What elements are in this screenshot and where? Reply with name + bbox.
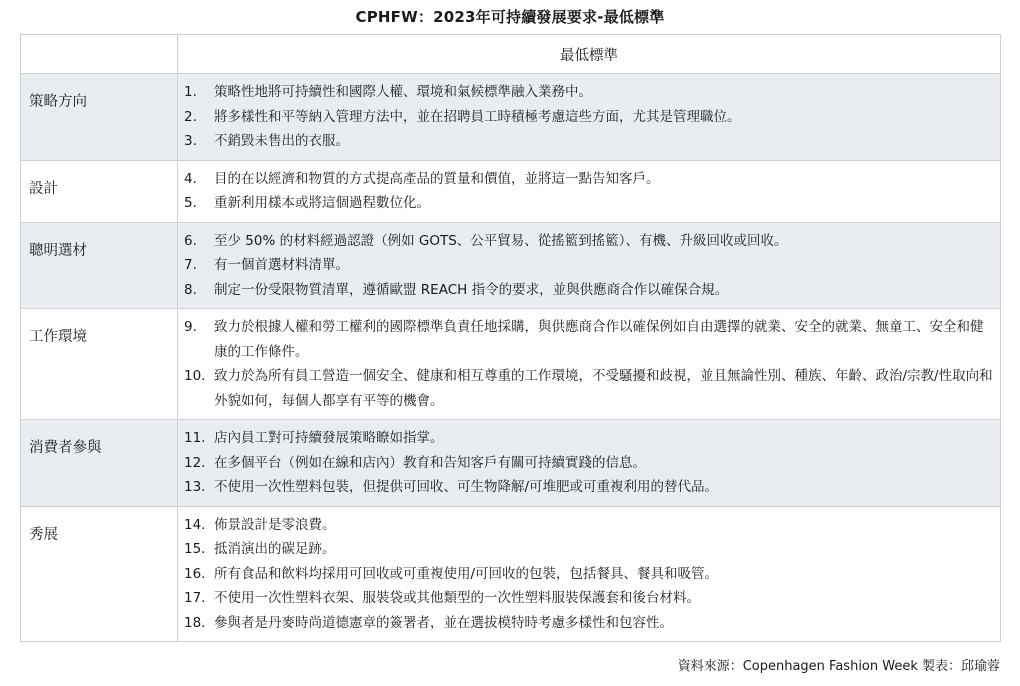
list-item [184, 426, 1000, 451]
list-item [184, 562, 1000, 587]
item-text: 有一個首選材料清單。 [214, 257, 349, 273]
item-number: 9. [184, 319, 197, 335]
header-category-cell [21, 35, 178, 74]
item-number: 2. [184, 108, 197, 125]
item-number: 1. [184, 84, 197, 100]
category-cell: 策略方向 [21, 74, 178, 161]
item-number: 14. [184, 516, 206, 533]
item-text: 不銷毀未售出的衣服。 [214, 133, 349, 149]
header-standard-cell: 最低標準 [178, 35, 1001, 74]
list-item [184, 278, 1000, 303]
standards-table [20, 34, 1001, 642]
item-text: 不使用一次性塑料包裝，但提供可回收、可生物降解/可堆肥或可重複利用的替代品。 [214, 479, 719, 495]
requirements-cell [178, 222, 1001, 309]
list-item [184, 611, 1000, 636]
item-number: 15. [184, 541, 206, 557]
requirements-cell [178, 506, 1001, 642]
item-number: 5. [184, 195, 197, 211]
item-text: 制定一份受限物質清單，遵循歐盟 REACH 指令的要求，並與供應商合作以確保合規。 [214, 281, 729, 298]
item-text: 策略性地將可持續性和國際人權、環境和氣候標準融入業務中。 [214, 84, 592, 100]
table-header-row [21, 35, 1001, 74]
item-text: 至少 50% 的材料經過認證（例如 GOTS、公平貿易、從搖籃到搖籃）、有機、升級回收或回收。 [214, 232, 788, 249]
list-item [184, 105, 1000, 130]
page-title: CPHFW：2023年可持續發展要求-最低標準 [355, 8, 665, 26]
table-row [21, 160, 1001, 222]
item-number: 7. [184, 257, 197, 273]
item-number: 3. [184, 133, 197, 149]
list-item [184, 475, 1000, 500]
list-item [184, 80, 1000, 105]
item-text: 不使用一次性塑料衣架、服裝袋或其他類型的一次性塑料服裝保護套和後台材料。 [214, 590, 700, 606]
item-text: 在多個平台（例如在線和店內）教育和告知客戶有關可持續實踐的信息。 [214, 454, 646, 471]
table-row [21, 222, 1001, 309]
list-item [184, 315, 1000, 364]
requirements-cell [178, 160, 1001, 222]
item-text: 佈景設計是零浪費。 [214, 516, 336, 533]
item-number: 13. [184, 479, 206, 495]
list-item [184, 129, 1000, 154]
category-cell: 秀展 [21, 506, 178, 642]
item-number: 18. [184, 614, 206, 631]
list-item [184, 586, 1000, 611]
item-text: 參與者是丹麥時尚道德憲章的簽署者，並在選拔模特時考慮多樣性和包容性。 [214, 614, 673, 631]
item-number: 8. [184, 281, 197, 298]
table-row [21, 506, 1001, 642]
table-row [21, 420, 1001, 507]
list-item [184, 229, 1000, 254]
item-text: 抵消演出的碳足跡。 [214, 541, 336, 557]
list-item [184, 537, 1000, 562]
item-number: 6. [184, 232, 197, 249]
item-text: 致力於根據人權和勞工權利的國際標準負責任地採購，與供應商合作以確保例如自由選擇的就業、安全的就業、無童工、安全和健康的工作條件。 [214, 319, 984, 360]
category-cell: 消費者參與 [21, 420, 178, 507]
item-number: 16. [184, 565, 206, 582]
item-text: 店內員工對可持續發展策略瞭如指掌。 [214, 430, 444, 446]
item-text: 重新利用樣本或將這個過程數位化。 [214, 195, 430, 211]
list-item [184, 191, 1000, 216]
requirements-cell [178, 309, 1001, 420]
category-cell: 設計 [21, 160, 178, 222]
list-item [184, 167, 1000, 192]
list-item [184, 364, 1000, 413]
table-row [21, 309, 1001, 420]
category-cell: 聰明選材 [21, 222, 178, 309]
requirements-cell [178, 420, 1001, 507]
category-cell: 工作環境 [21, 309, 178, 420]
item-number: 10. [184, 368, 206, 384]
list-item [184, 513, 1000, 538]
table-row [21, 74, 1001, 161]
item-text: 目的在以經濟和物質的方式提高產品的質量和價值，並將這一點告知客戶。 [214, 170, 660, 187]
item-number: 4. [184, 170, 197, 187]
requirements-cell [178, 74, 1001, 161]
item-number: 17. [184, 590, 206, 606]
item-number: 11. [184, 430, 206, 446]
source-credit: 資料來源：Copenhagen Fashion Week 製表：邱瑜蓉 [677, 659, 1000, 674]
list-item [184, 253, 1000, 278]
item-number: 12. [184, 454, 206, 471]
list-item [184, 451, 1000, 476]
item-text: 致力於為所有員工營造一個安全、健康和相互尊重的工作環境，不受騷擾和歧視，並且無論性別、種族、年齡、政治/宗教/性取向和外貌如何，每個人都享有平等的機會。 [214, 368, 993, 409]
item-text: 將多樣性和平等納入管理方法中，並在招聘員工時積極考慮這些方面，尤其是管理職位。 [214, 108, 741, 125]
item-text: 所有食品和飲料均採用可回收或可重複使用/可回收的包裝，包括餐具、餐具和吸管。 [214, 565, 719, 582]
